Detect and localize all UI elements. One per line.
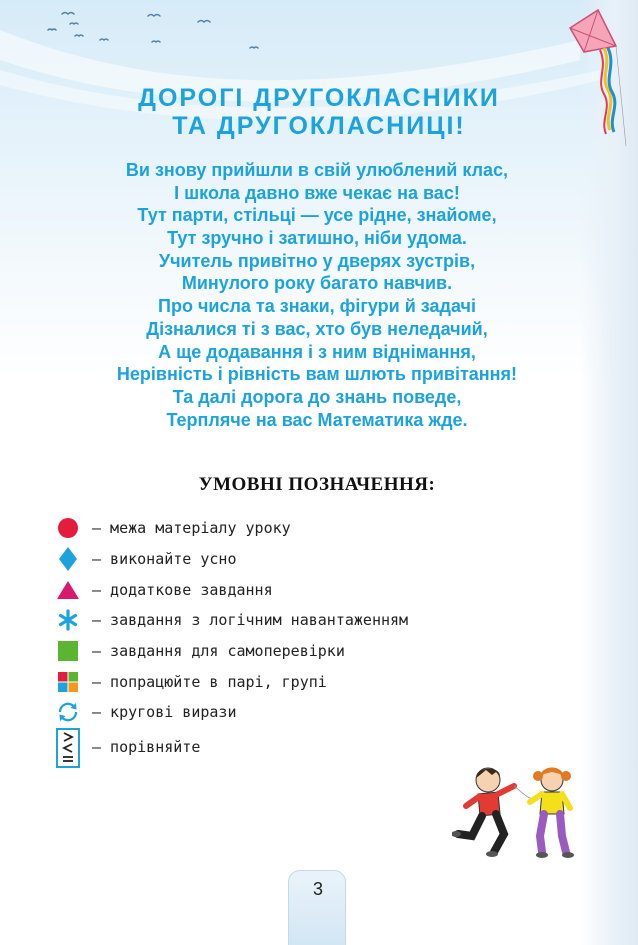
poem-line: Терпляче на вас Математика жде.: [166, 409, 468, 430]
poem: [0, 159, 634, 431]
poem-line: Та далі дорога до знань поведе,: [172, 386, 462, 407]
legend-item-text: — завдання для самоперевірки: [92, 642, 345, 660]
legend-item-text: — додаткове завдання: [92, 581, 273, 599]
page-title-line1: ДОРОГІ ДРУГОКЛАСНИКИ: [138, 84, 500, 112]
green-square-icon: [56, 639, 80, 663]
poem-line: Тут парти, стільці — усе рідне, знайоме,: [137, 205, 497, 226]
four-squares-icon: [56, 670, 80, 694]
legend-title: УМОВНІ ПОЗНАЧЕННЯ:: [198, 474, 436, 495]
poem-line: Минулого року багато навчив.: [181, 273, 453, 294]
poem-line: Дізналися ті з вас, хто був неледачий,: [146, 318, 488, 339]
legend-item-text: — порівняйте: [92, 738, 201, 756]
asterisk-icon: [56, 608, 80, 632]
page-number-tab: [288, 870, 346, 945]
legend-item-text: — завдання з логічним навантаженням: [92, 611, 409, 629]
red-circle-icon: [56, 516, 80, 540]
poem-line: Про числа та знаки, фігури й задачі: [158, 296, 476, 317]
page-title-line2: ТА ДРУГОКЛАСНИЦІ!: [172, 112, 466, 140]
legend-item-text: — кругові вирази: [92, 703, 237, 721]
circular-arrows-icon: [56, 700, 80, 724]
birds-icon: [40, 8, 280, 58]
legend-item-text: — виконайте усно: [92, 550, 237, 568]
poem-line: Нерівність і рівність вам шлють привітання!: [116, 364, 518, 385]
poem-line: Ви знову прийшли в свій улюблений клас,: [125, 160, 509, 180]
poem-line: А ще додавання і з ним віднімання,: [158, 341, 476, 362]
compare-signs-icon: [56, 728, 80, 768]
poem-line: І школа давно вже чекає на вас!: [174, 182, 460, 203]
poem-line: Учитель привітно у дверях зустрів,: [158, 250, 476, 271]
blue-diamond-icon: [56, 547, 80, 571]
pink-triangle-icon: [56, 578, 80, 602]
poem-line: Тут зручно і затишно, ніби удома.: [167, 228, 467, 249]
legend-item-text: — попрацюйте в парі, групі: [92, 673, 327, 691]
legend-item-text: — межа матеріалу уроку: [92, 519, 291, 537]
kids-illustration: [452, 762, 582, 862]
page-number: 3: [312, 879, 323, 899]
